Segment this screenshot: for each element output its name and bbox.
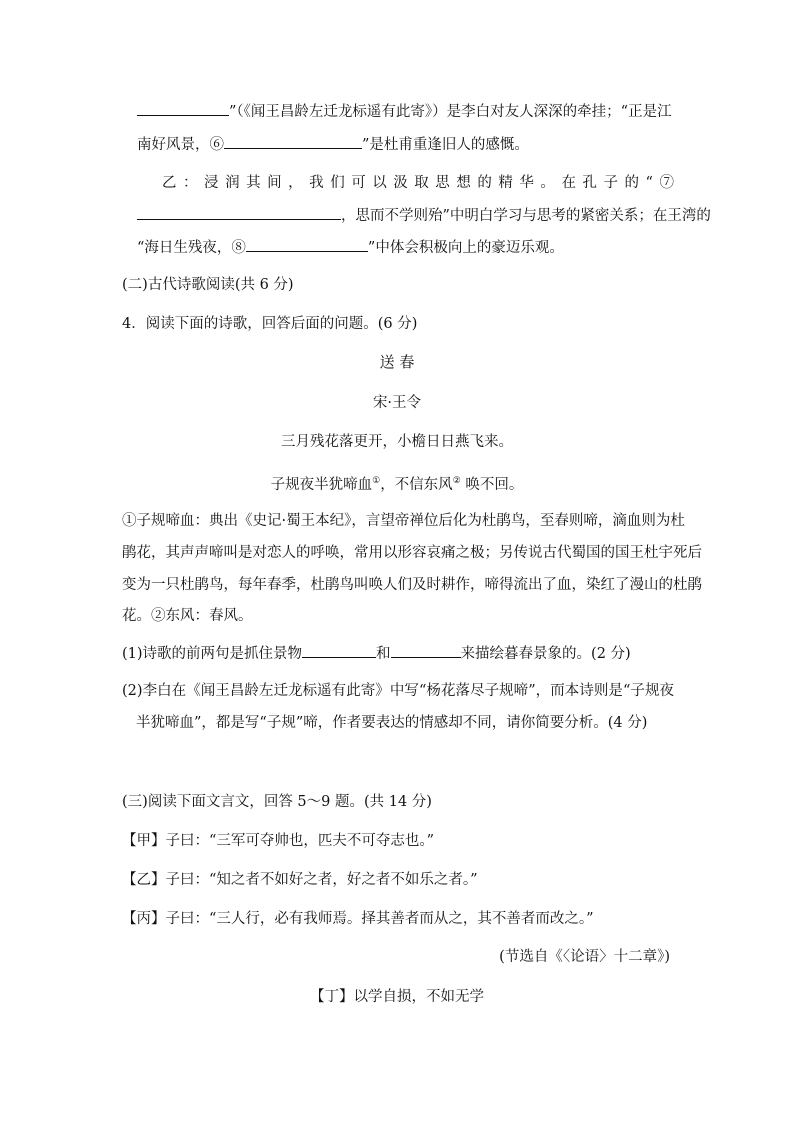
note-mark-1: ① [372, 476, 381, 486]
fill-line-1: ”（《闻王昌龄左迁龙标遥有此寄》）是李白对友人深深的牵挂；“正是江 [137, 101, 672, 122]
note-line-1: ①子规啼血：典出《史记·蜀王本纪》，言望帝禅位后化为杜鹃鸟，至春则啼，滴血则为杜 [122, 513, 685, 529]
sub-question-2-line-1: (2)李白在《闻王昌龄左迁龙标遥有此寄》中写“杨花落尽子规啼”，而本诗则是“子规夜 [122, 683, 674, 699]
passage-source: (节选自《〈论语〉十二章》) [499, 949, 670, 965]
poem-author: 宋·王令 [372, 395, 422, 411]
poem-line-2: 子规夜半犹啼血①，不信东风② 唤不回。 [270, 476, 524, 493]
fill-line-2: 南好风景，⑥ ”是杜甫重逢旧人的感慨。 [137, 134, 529, 155]
note-mark-2: ② [452, 476, 461, 486]
fill-line-4: ，思而不学则殆”中明白学习与思考的紧密关系；在王湾的 [137, 205, 711, 226]
section-heading-classical: (三)阅读下面文言文，回答 5～9 题。(共 14 分) [122, 794, 432, 810]
fill-line-3: 乙：浸润其间，我们可以汲取思想的精华。在孔子的“⑦ [162, 175, 674, 191]
question-4: 4．阅读下面的诗歌，回答后面的问题。(6 分) [122, 316, 418, 332]
note-line-4: 花。②东风：春风。 [122, 608, 253, 624]
answer-blank-5[interactable] [137, 101, 229, 116]
note-line-3: 变为一只杜鹃鸟，每年春季，杜鹃鸟叫唤人们及时耕作，啼得流出了血，染红了漫山的杜鹃 [122, 577, 702, 593]
fill-line-5: “海日生残夜，⑧ ”中体会积极向上的豪迈乐观。 [137, 237, 564, 258]
passage-ding-title: 【丁】以学自损，不如无学 [310, 989, 484, 1005]
answer-blank-6[interactable] [224, 134, 362, 149]
note-line-2: 鹃花，其声声啼叫是对恋人的呼唤，常用以形容哀痛之极；另传说古代蜀国的国王杜宇死后 [122, 545, 702, 561]
answer-blank-8[interactable] [246, 237, 368, 252]
answer-blank-scene-1[interactable] [302, 643, 376, 658]
answer-blank-scene-2[interactable] [391, 643, 461, 658]
sub-question-2-line-2: 半犹啼血”，都是写“子规”啼，作者要表达的情感却不同，请你简要分析。(4 分) [136, 715, 648, 731]
poem-line-1: 三月残花落更开，小檐日日燕飞来。 [281, 434, 513, 450]
sub-question-1: (1)诗歌的前两句是抓住景物 和 来描绘暮春景象的。(2 分) [122, 643, 631, 664]
passage-bing: 【丙】子曰：“三人行，必有我师焉。择其善者而从之，其不善者而改之。” [122, 911, 594, 927]
poem-title: 送 春 [379, 353, 415, 371]
answer-blank-7[interactable] [137, 205, 341, 220]
section-heading-poetry: (二)古代诗歌阅读(共 6 分) [122, 277, 294, 293]
passage-jia: 【甲】子曰：“三军可夺帅也，匹夫不可夺志也。” [122, 833, 435, 849]
passage-yi: 【乙】子曰：“知之者不如好之者，好之者不如乐之者。” [122, 872, 478, 888]
